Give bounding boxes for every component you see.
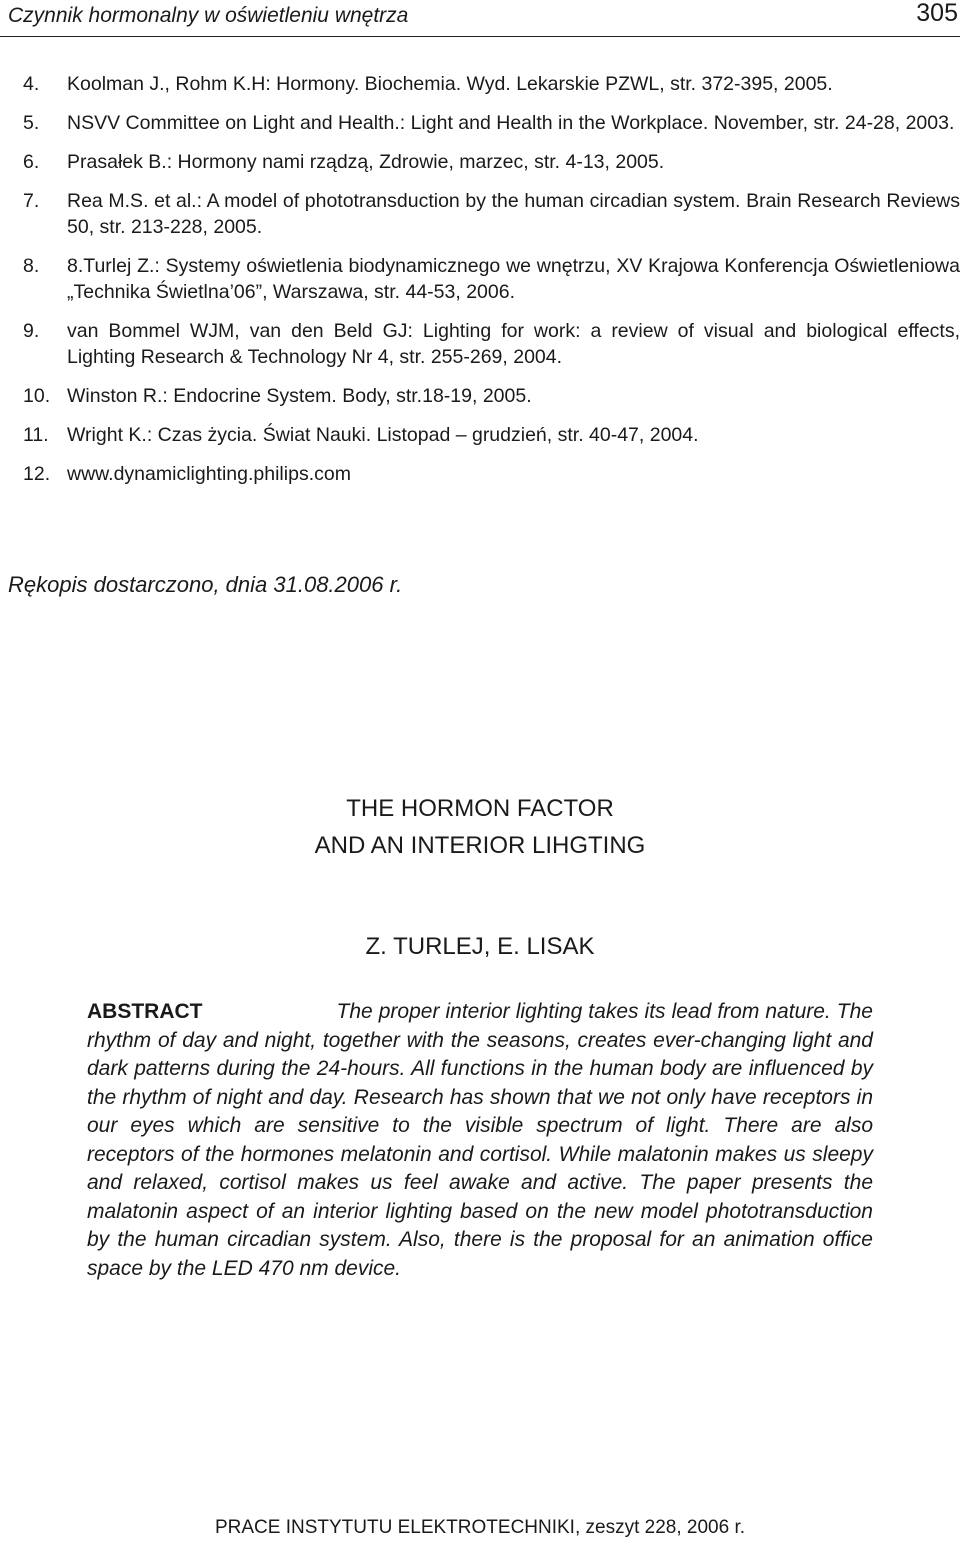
- reference-text: 8.Turlej Z.: Systemy oświetlenia biodynamicznego we wnętrzu, XV Krajowa Konferencja Oświetleniowa „Technika Świetlna’06”, Warszawa, str. 44-53, 2006.: [67, 255, 960, 303]
- reference-number: 10.: [23, 385, 51, 407]
- reference-number: 5.: [23, 112, 40, 134]
- reference-item: [23, 422, 960, 448]
- reference-text: Winston R.: Endocrine System. Body, str.18-19, 2005.: [67, 385, 532, 407]
- reference-number: 12.: [23, 463, 51, 485]
- reference-item: [23, 71, 960, 97]
- received-date: Rękopis dostarczono, dnia 31.08.2006 r.: [8, 572, 403, 597]
- english-title-line: AND AN INTERIOR LIHGTING: [314, 832, 646, 859]
- abstract: [87, 998, 873, 1283]
- reference-item: [23, 318, 960, 370]
- reference-number: 4.: [23, 73, 40, 95]
- abstract-label: ABSTRACT: [87, 1000, 203, 1023]
- reference-link[interactable]: www.dynamiclighting.philips.com: [67, 463, 351, 485]
- reference-item: [23, 110, 960, 136]
- reference-text: Prasałek B.: Hormony nami rządzą, Zdrowie, marzec, str. 4-13, 2005.: [67, 151, 665, 173]
- page-number: 305: [916, 0, 958, 27]
- english-title: [0, 790, 960, 864]
- running-title: Czynnik hormonalny w oświetleniu wnętrza: [8, 4, 409, 27]
- reference-text: Koolman J., Rohm K.H: Hormony. Biochemia. Wyd. Lekarskie PZWL, str. 372-395, 2005.: [67, 73, 833, 95]
- reference-text: van Bommel WJM, van den Beld GJ: Lighting for work: a review of visual and biological effects, Lighting Research & Technology Nr 4, str. 255-269, 2004.: [67, 320, 960, 368]
- reference-number: 7.: [23, 190, 40, 212]
- footer: PRACE INSTYTUTU ELEKTROTECHNIKI, zeszyt 228, 2006 r.: [214, 1517, 746, 1538]
- abstract-text: The proper interior lighting takes its lead from nature. The rhythm of day and night, together with the seasons, creates ever-changing light and dark patterns during the 24-hours. All functions in the human body are influenced by the rhythm of night and day. Research has shown that we not only have receptors in our eyes which are sensitive to the visible spectrum of light. There are also receptors of the hormones melatonin and cortisol. While malatonin makes us sleepy and relaxed, cortisol makes us feel awake and active. The paper presents the malatonin aspect of an interior lighting based on the new model phototransduction by the human circadian system. Also, there is the proposal for an animation office space by the LED 470 nm device.: [87, 1000, 873, 1280]
- reference-number: 8.: [23, 255, 40, 277]
- reference-text: Rea M.S. et al.: A model of phototransduction by the human circadian system. Brain Research Reviews 50, str. 213-228, 2005.: [67, 190, 960, 238]
- reference-number: 9.: [23, 320, 40, 342]
- reference-item: [23, 383, 960, 409]
- english-title-line: THE HORMON FACTOR: [346, 795, 614, 822]
- reference-item: [23, 149, 960, 175]
- reference-text: NSVV Committee on Light and Health.: Light and Health in the Workplace. November, str. 24-28, 2003.: [67, 112, 955, 134]
- authors: Z. TURLEJ, E. LISAK: [365, 933, 595, 960]
- reference-number: 6.: [23, 151, 40, 173]
- running-header: [0, 0, 960, 37]
- reference-list: [23, 71, 960, 500]
- reference-text: Wright K.: Czas życia. Świat Nauki. Listopad – grudzień, str. 40-47, 2004.: [67, 424, 699, 446]
- reference-item: [23, 461, 960, 487]
- reference-item: [23, 253, 960, 305]
- reference-item: [23, 188, 960, 240]
- reference-number: 11.: [23, 424, 49, 446]
